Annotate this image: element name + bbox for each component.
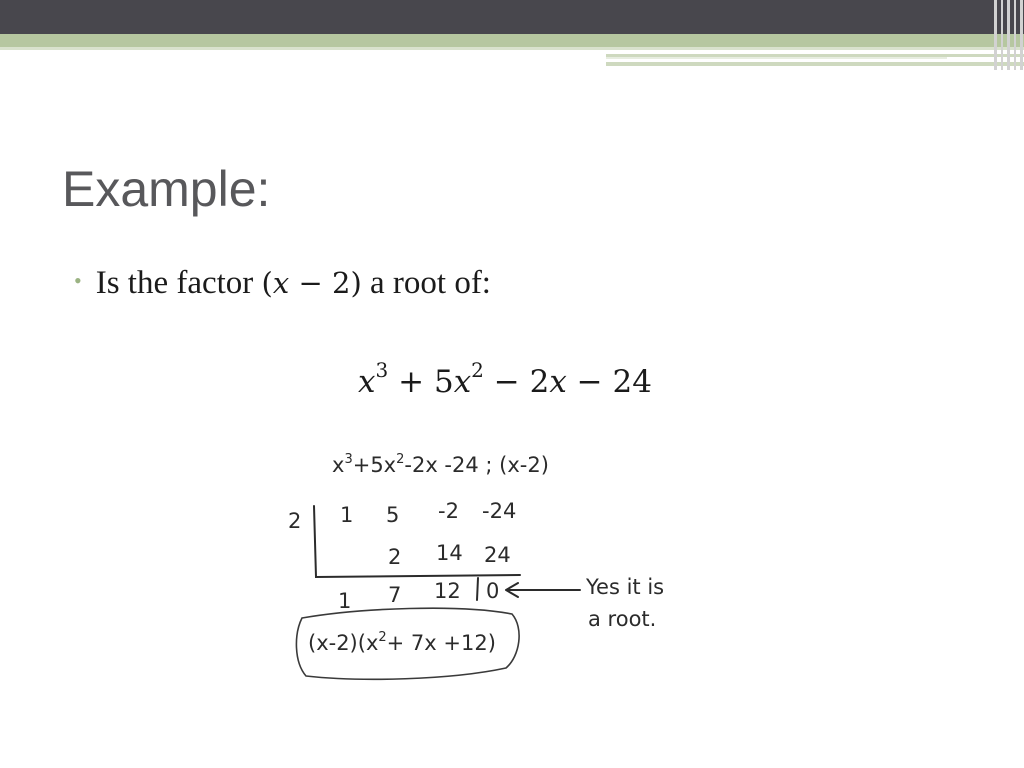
- top-bar: [0, 0, 1024, 34]
- row3-value: 12: [434, 579, 461, 603]
- note-line-1: Yes it is: [586, 575, 665, 599]
- divisor: 2: [288, 509, 302, 533]
- accent-tab-line: [606, 62, 1024, 66]
- accent-tab-line: [606, 57, 947, 59]
- row3-value: 1: [338, 589, 352, 613]
- remainder-value: 0: [486, 579, 500, 603]
- note-line-2: a root.: [588, 607, 657, 631]
- bullet-dot-icon: •: [74, 268, 82, 293]
- factored-result: $(x-2)(x^2+ 7x +12)$: [308, 630, 496, 655]
- row1-value: 1: [340, 503, 354, 527]
- arrow-icon: [506, 583, 580, 597]
- row2-value: 2: [388, 545, 402, 569]
- accent-line: [0, 47, 1024, 50]
- row2-value: 24: [484, 543, 511, 567]
- row1-value: -24: [482, 499, 517, 523]
- polynomial-equation: $x^3 + 5x^2 - 2x - 24$: [358, 358, 652, 400]
- edge-stripes: [990, 0, 1024, 70]
- factor-expression: (x − 2): [261, 266, 362, 300]
- bullet-prefix: Is the factor: [95, 265, 262, 301]
- bullet-item: [74, 262, 491, 307]
- slide-title: Example:: [62, 161, 271, 217]
- bullet-suffix: a root of:: [361, 265, 491, 301]
- row3-value: 7: [388, 583, 402, 607]
- handwritten-work: [280, 440, 720, 690]
- work-heading: $x^3+5x^2-2x$ -24 ; (x-2): [332, 452, 549, 477]
- remainder-divider: [477, 578, 478, 600]
- row1-value: -2: [438, 499, 459, 523]
- accent-band: [0, 34, 1024, 47]
- row2-value: 14: [436, 541, 463, 565]
- row1-value: 5: [386, 503, 400, 527]
